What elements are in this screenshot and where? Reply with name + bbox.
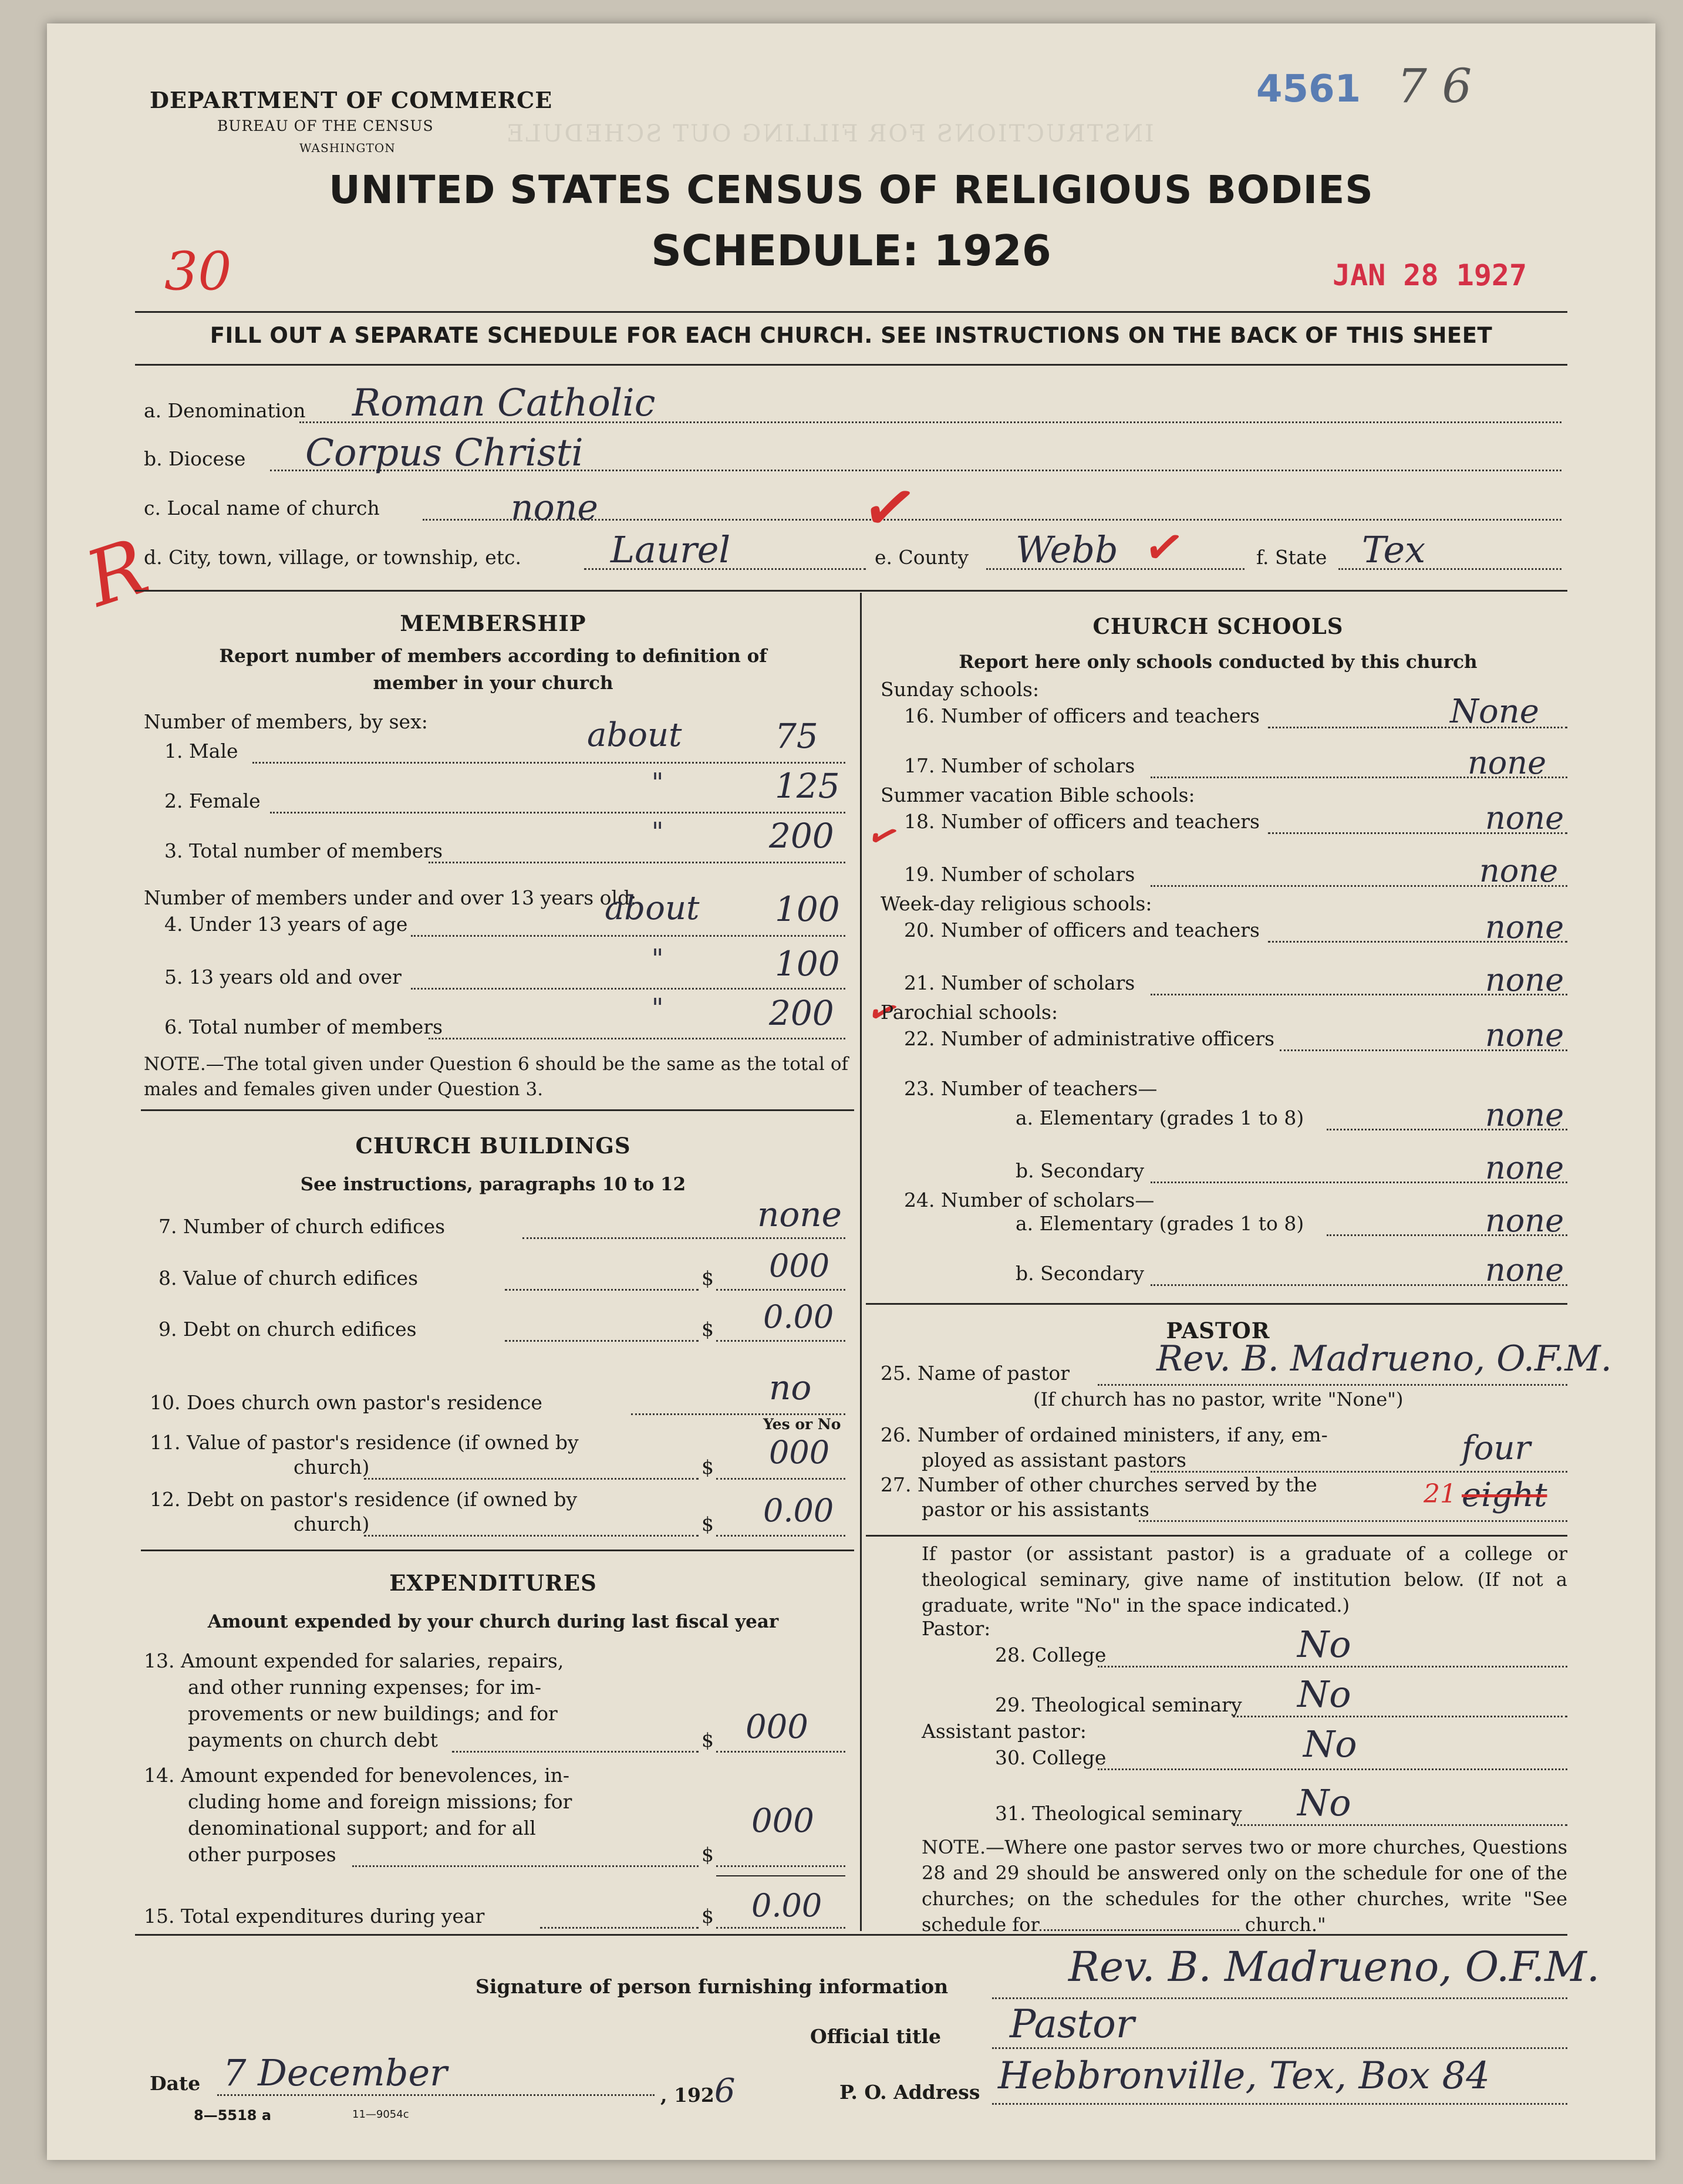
- school-row-value: none: [1485, 1149, 1564, 1186]
- member-row-qualifier: ": [652, 944, 664, 974]
- member-row-qualifier: ": [652, 817, 664, 847]
- year-digit: 6: [714, 2072, 736, 2110]
- date-value: 7 December: [223, 2051, 447, 2094]
- school-row-value: none: [1468, 744, 1547, 781]
- building-row-amount-line: [716, 1535, 845, 1537]
- schools-subheading: Report here only schools conducted by this church: [959, 652, 1478, 673]
- county-label: e. County: [875, 546, 969, 569]
- education-row-label: 31. Theological seminary: [995, 1802, 1242, 1825]
- member-row-label: 3. Total number of members: [164, 839, 443, 862]
- building-row-line: [364, 1535, 699, 1537]
- school-row-label: b. Secondary: [1016, 1159, 1145, 1182]
- official-title-value: Pastor: [1010, 2001, 1135, 2047]
- pastor-note: [922, 1834, 1567, 1937]
- state-value: Tex: [1362, 528, 1426, 571]
- pastor-heading: PASTOR: [1166, 1318, 1270, 1344]
- expenditure-q14-line: denominational support; and for all: [188, 1817, 536, 1839]
- building-row-line: [631, 1413, 845, 1415]
- schools-rule: [866, 1303, 1567, 1305]
- weekday-schools-label: Week-day religious schools:: [881, 892, 1152, 915]
- member-row-value: 100: [775, 889, 840, 929]
- dollar-sign: $: [701, 1905, 714, 1928]
- member-row-qualifier: ": [652, 768, 664, 798]
- member-row-line: [411, 988, 845, 990]
- form-number: 8—5518 a: [194, 2107, 272, 2124]
- membership-subheading: Report number of members according to definition of member in your church: [219, 646, 767, 694]
- education-row-label: 30. College: [995, 1746, 1107, 1769]
- expenditures-heading: EXPENDITURES: [389, 1570, 597, 1596]
- school-row-label: 16. Number of officers and teachers: [904, 704, 1260, 727]
- education-row-value: No: [1297, 1673, 1351, 1716]
- building-row-label: 10. Does church own pastor's residence: [150, 1391, 542, 1414]
- po-address-line: [992, 2103, 1567, 2105]
- building-row-label: 7. Number of church edifices: [158, 1215, 446, 1238]
- local-name-value: none: [511, 487, 598, 528]
- school-row-label: 19. Number of scholars: [904, 863, 1135, 886]
- school-row-value: none: [1485, 961, 1564, 998]
- pastor-name-line: [1098, 1384, 1567, 1386]
- section-divider: [135, 590, 1567, 592]
- column-divider: [860, 593, 862, 1931]
- expenditure-q13-line: and other running expenses; for im-: [188, 1676, 542, 1699]
- education-row-value: No: [1303, 1723, 1357, 1766]
- building-row-amount-line: [716, 1340, 845, 1342]
- official-title-label: Official title: [810, 2025, 941, 2048]
- member-row-label: 2. Female: [164, 789, 261, 812]
- signature-line: [992, 1997, 1567, 1999]
- dollar-sign: $: [701, 1318, 714, 1341]
- member-row-line: [411, 935, 845, 937]
- print-number: 11—9054c: [352, 2108, 409, 2121]
- school-row-value: none: [1485, 1251, 1564, 1288]
- member-row-value: 125: [775, 766, 840, 806]
- school-row-label: b. Secondary: [1016, 1262, 1145, 1285]
- education-row-line: [1233, 1716, 1567, 1717]
- red-number-annotation: 30: [164, 241, 232, 302]
- member-row-value: 75: [775, 716, 818, 756]
- member-row-value: 200: [769, 993, 834, 1033]
- school-row-value: none: [1485, 1096, 1564, 1133]
- expenditure-total-rule: [716, 1875, 845, 1876]
- pencil-marks: 7 6: [1397, 59, 1472, 113]
- school-row-value: none: [1485, 799, 1564, 836]
- membership-rule: [141, 1109, 854, 1111]
- member-row-label: 4. Under 13 years of age: [164, 913, 408, 936]
- building-row-line: [505, 1289, 699, 1291]
- expenditure-q14-line: other purposes: [188, 1843, 336, 1866]
- expenditure-q15-label: 15. Total expenditures during year: [144, 1905, 485, 1928]
- census-schedule-sheet: [47, 23, 1655, 2160]
- assistant-pastors-label: ployed as assistant pastors: [922, 1449, 1186, 1471]
- date-label: Date: [150, 2072, 201, 2095]
- signature-value: Rev. B. Madrueno, O.F.M.: [1068, 1943, 1600, 1991]
- buildings-rule: [141, 1550, 854, 1551]
- building-row-amount-line: [716, 1478, 845, 1480]
- other-churches-label: 27. Number of other churches served by the: [881, 1473, 1317, 1496]
- buildings-subheading: See instructions, paragraphs 10 to 12: [300, 1174, 686, 1195]
- building-row-label-cont: church): [294, 1456, 370, 1478]
- expenditure-q14-value: 000: [751, 1802, 814, 1840]
- pastor-sub-label: Pastor:: [922, 1617, 991, 1640]
- other-churches-label: pastor or his assistants: [922, 1498, 1149, 1521]
- expenditure-q13-line: provements or new buildings; and for: [188, 1702, 558, 1725]
- county-value: Webb: [1016, 528, 1118, 571]
- expenditure-q13-leader: [452, 1751, 699, 1753]
- school-row-value: none: [1485, 1202, 1564, 1239]
- parochial-schools-label: Parochial schools:: [881, 1001, 1058, 1024]
- assistant-pastors-line: [1151, 1471, 1567, 1473]
- dollar-sign: $: [701, 1843, 714, 1866]
- members-by-sex-label: Number of members, by sex:: [144, 710, 428, 733]
- expenditure-q13-amount-line: [716, 1751, 845, 1753]
- building-row-value: 0.00: [763, 1492, 834, 1529]
- received-date-stamp: JAN 28 1927: [1333, 258, 1527, 292]
- header-rule-bottom: [135, 364, 1567, 366]
- school-row-label: a. Elementary (grades 1 to 8): [1016, 1106, 1304, 1129]
- red-letter-annotation: R: [75, 521, 158, 625]
- school-row-label: 22. Number of administrative officers: [904, 1027, 1275, 1050]
- member-row-qualifier: ": [652, 993, 664, 1023]
- dollar-sign: $: [701, 1729, 714, 1751]
- school-row-value: none: [1479, 852, 1559, 889]
- diocese-label: b. Diocese: [144, 447, 246, 470]
- expenditure-q14-leader: [352, 1865, 699, 1867]
- expenditure-q14-line: 14. Amount expended for benevolences, in-: [144, 1764, 570, 1787]
- expenditure-q13-line: payments on church debt: [188, 1729, 438, 1751]
- pastor-note-blank: [1040, 1929, 1239, 1931]
- pastor-name-label: 25. Name of pastor: [881, 1362, 1070, 1385]
- expenditure-q14-line: cluding home and foreign missions; for: [188, 1790, 572, 1813]
- schedule-title: SCHEDULE: 1926: [651, 226, 1051, 275]
- pastor-name-hint: (If church has no pastor, write "None"): [1033, 1388, 1404, 1410]
- summer-schools-label: Summer vacation Bible schools:: [881, 784, 1195, 806]
- assistant-sub-label: Assistant pastor:: [922, 1720, 1087, 1743]
- building-row-value: 000: [769, 1247, 830, 1284]
- schools-heading: CHURCH SCHOOLS: [1092, 613, 1344, 639]
- member-row-label: 6. Total number of members: [164, 1015, 443, 1038]
- building-row-amount-line: [716, 1289, 845, 1291]
- dollar-sign: $: [701, 1267, 714, 1290]
- member-row-line: [270, 812, 845, 813]
- assistant-pastors-value: four: [1462, 1429, 1531, 1467]
- building-row-line: [505, 1340, 699, 1342]
- pastor-note-text: NOTE.—Where one pastor serves two or more churches, Questions 28 and 29 should be answered only on the schedule for one of the churches; on the schedules for the other churches, write "See schedule for: [922, 1836, 1567, 1936]
- dollar-sign: $: [701, 1456, 714, 1478]
- expenditure-q15-leader: [540, 1927, 699, 1929]
- membership-heading: MEMBERSHIP: [400, 610, 586, 636]
- po-address-value: Hebbronville, Tex, Box 84: [998, 2054, 1490, 2098]
- local-name-label: c. Local name of church: [144, 497, 380, 519]
- bleed-through-heading: INSTRUCTIONS FOR FILLING OUT SCHEDULE: [505, 120, 1154, 147]
- building-row-label: 11. Value of pastor's residence (if owned by: [150, 1431, 579, 1454]
- official-title-line: [992, 2047, 1567, 2049]
- school-row-label: a. Elementary (grades 1 to 8): [1016, 1212, 1304, 1235]
- city-label: d. City, town, village, or township, etc.: [144, 546, 522, 569]
- building-row-label: 8. Value of church edifices: [158, 1267, 419, 1290]
- building-row-value: no: [769, 1368, 812, 1407]
- member-row-value: 200: [769, 816, 834, 856]
- education-row-label: 29. Theological seminary: [995, 1693, 1242, 1716]
- signature-label: Signature of person furnishing information: [475, 1975, 949, 1998]
- city-value: Laurel: [611, 528, 731, 571]
- expenditure-q15-amount-line: [716, 1927, 845, 1929]
- pastor-rule: [866, 1535, 1567, 1537]
- expenditure-q15-value: 0.00: [751, 1887, 822, 1924]
- bureau-name: BUREAU OF THE CENSUS: [217, 117, 434, 134]
- diocese-value: Corpus Christi: [305, 431, 584, 475]
- member-row-qualifier: about: [605, 889, 700, 927]
- red-checkmark: ✓: [856, 465, 923, 550]
- year-label: , 1926: [660, 2072, 736, 2110]
- red-checkmark-county: ✓: [1140, 516, 1189, 578]
- red-checkmark-total-2: ✓: [861, 987, 906, 1038]
- building-row-label: 12. Debt on pastor's residence (if owned by: [150, 1488, 578, 1511]
- building-row-line: [364, 1478, 699, 1480]
- education-row-line: [1233, 1824, 1567, 1826]
- school-row-value: none: [1485, 1017, 1564, 1054]
- assistant-pastors-label: 26. Number of ordained ministers, if any, em-: [881, 1423, 1328, 1446]
- graduate-note: If pastor (or assistant pastor) is a graduate of a college or theological seminary, give name of institution below. (If not a graduate, write "No" in the space indicated.): [922, 1542, 1567, 1616]
- members-by-age-label: Number of members under and over 13 years old:: [144, 886, 637, 909]
- member-row-line: [429, 1038, 845, 1039]
- building-row-value: none: [757, 1194, 842, 1234]
- school-row-label: 23. Number of teachers—: [904, 1077, 1158, 1100]
- education-row-line: [1098, 1666, 1567, 1667]
- school-row-value: none: [1485, 909, 1564, 946]
- bureau-city: WASHINGTON: [299, 141, 396, 155]
- member-row-label: 5. 13 years old and over: [164, 966, 402, 988]
- buildings-heading: CHURCH BUILDINGS: [355, 1133, 631, 1159]
- member-row-label: 1. Male: [164, 740, 238, 762]
- member-row-qualifier: about: [587, 716, 682, 754]
- expenditure-q13-line: 13. Amount expended for salaries, repairs,: [144, 1649, 564, 1672]
- school-row-label: 24. Number of scholars—: [904, 1189, 1155, 1211]
- building-row-label-cont: church): [294, 1513, 370, 1535]
- other-churches-line: [1139, 1520, 1567, 1522]
- education-row-line: [1098, 1768, 1567, 1770]
- education-row-label: 28. College: [995, 1643, 1107, 1666]
- dollar-sign: $: [701, 1513, 714, 1535]
- form-title: UNITED STATES CENSUS OF RELIGIOUS BODIES: [329, 167, 1374, 212]
- school-row-value: None: [1450, 693, 1539, 731]
- building-row-value: 000: [769, 1434, 830, 1471]
- school-row-label: 17. Number of scholars: [904, 754, 1135, 777]
- member-row-value: 100: [775, 944, 840, 984]
- date-line: [217, 2094, 655, 2096]
- school-row-label: 20. Number of officers and teachers: [904, 919, 1260, 941]
- yes-no-hint: Yes or No: [763, 1416, 841, 1433]
- red-checkmark-total: ✓: [861, 811, 906, 862]
- expenditure-q14-amount-line: [716, 1865, 845, 1867]
- building-row-value: 0.00: [763, 1298, 834, 1335]
- other-churches-value: eight: [1462, 1476, 1547, 1514]
- state-label: f. State: [1256, 546, 1327, 569]
- expenditure-q13-value: 000: [746, 1708, 808, 1746]
- header-rule-top: [135, 311, 1567, 313]
- member-row-line: [429, 862, 845, 863]
- sunday-schools-label: Sunday schools:: [881, 678, 1040, 701]
- building-row-line: [522, 1237, 845, 1239]
- school-row-label: 21. Number of scholars: [904, 971, 1135, 994]
- denomination-label: a. Denomination: [144, 399, 306, 422]
- member-row-line: [252, 762, 845, 764]
- fill-out-instruction: FILL OUT A SEPARATE SCHEDULE FOR EACH CHURCH. SEE INSTRUCTIONS ON THE BACK OF THIS SHEET: [210, 323, 1493, 348]
- bottom-rule: [135, 1934, 1567, 1936]
- other-churches-correction: 21: [1424, 1479, 1456, 1509]
- education-row-value: No: [1297, 1781, 1351, 1824]
- membership-note: NOTE.—The total given under Question 6 should be the same as the total of males and females given under Question 3.: [144, 1054, 848, 1100]
- school-row-label: 18. Number of officers and teachers: [904, 810, 1260, 833]
- education-row-value: No: [1297, 1623, 1351, 1666]
- pastor-note-end: church.": [1244, 1913, 1326, 1936]
- denomination-value: Roman Catholic: [352, 382, 656, 425]
- pastor-name-value: Rev. B. Madrueno, O.F.M.: [1156, 1338, 1612, 1379]
- file-number-stamp: 4561: [1256, 67, 1361, 111]
- expenditures-subheading: Amount expended by your church during last fiscal year: [207, 1611, 779, 1632]
- department-name: DEPARTMENT OF COMMERCE: [150, 87, 553, 113]
- year-prefix: 192: [673, 2084, 714, 2107]
- building-row-label: 9. Debt on church edifices: [158, 1318, 417, 1341]
- po-address-label: P. O. Address: [839, 2081, 980, 2104]
